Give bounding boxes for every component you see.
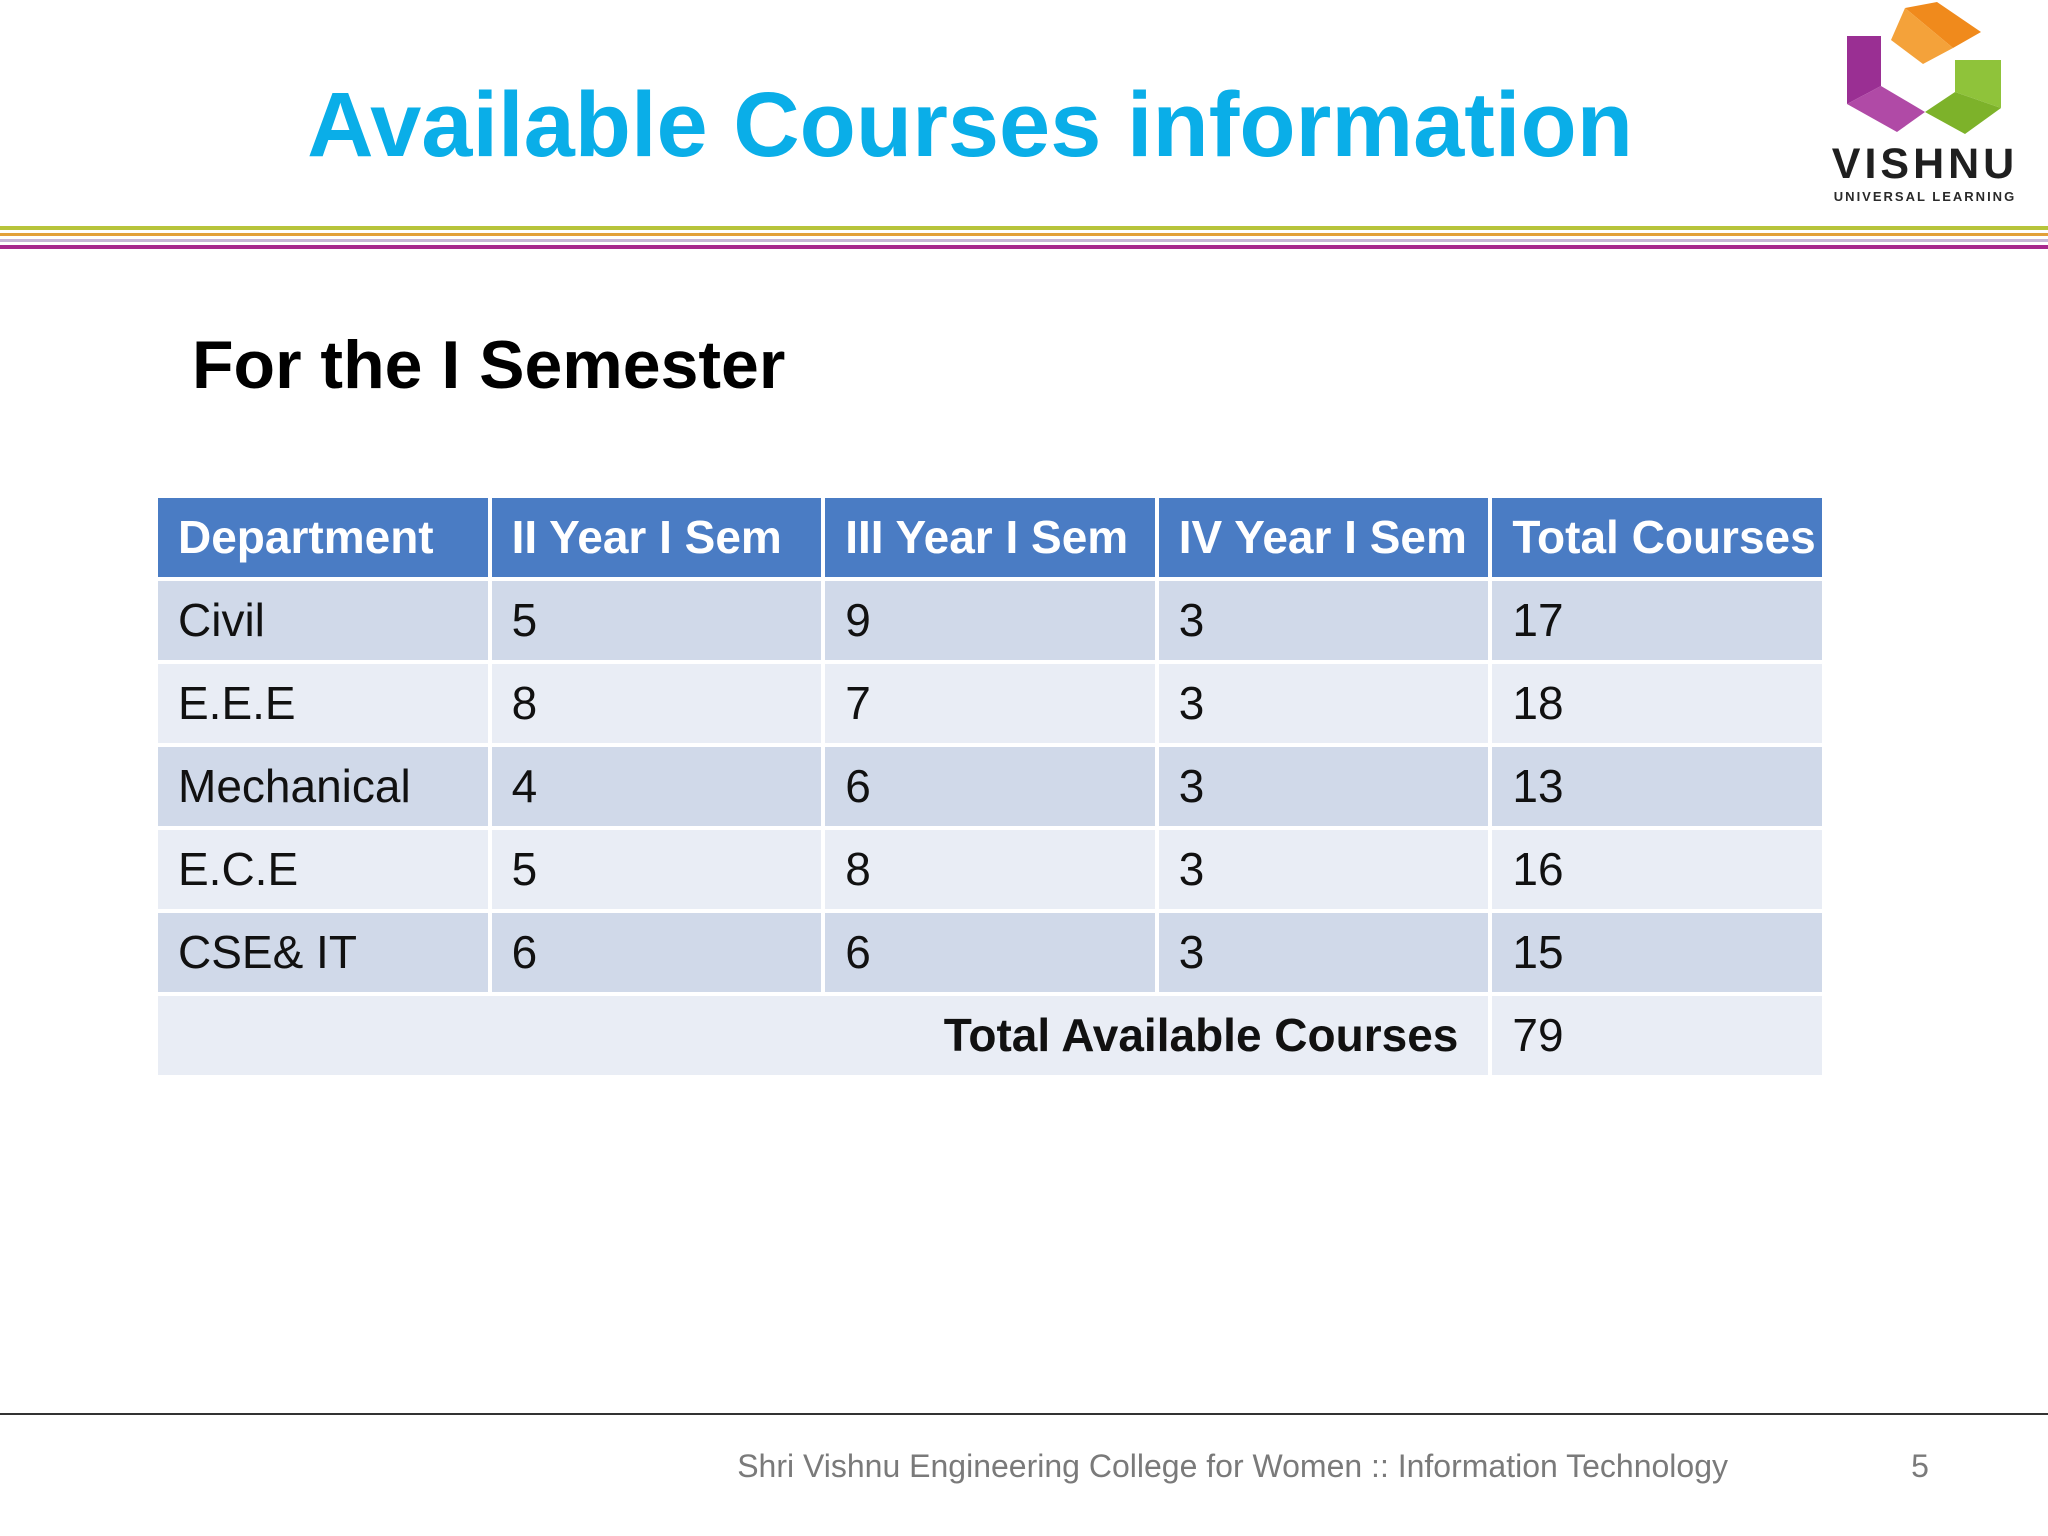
header-department: Department (158, 498, 488, 577)
header-divider-line (0, 226, 2048, 230)
table-total-row (158, 996, 1822, 1075)
cell-department: Mechanical (158, 747, 488, 826)
table-row (158, 747, 1822, 826)
slide-title: Available Courses information (307, 74, 1633, 176)
section-heading: For the I Semester (192, 327, 786, 403)
footer-text: Shri Vishnu Engineering College for Women :: Information Technology (737, 1448, 1728, 1484)
cell-department: E.C.E (158, 830, 488, 909)
total-available-courses-value: 79 (1492, 996, 1822, 1075)
cell-total: 17 (1492, 581, 1822, 660)
cell-iii-year: 6 (825, 747, 1155, 826)
cell-ii-year: 5 (492, 830, 822, 909)
header-divider-line (0, 233, 2048, 236)
cell-iv-year: 3 (1159, 581, 1489, 660)
cell-iv-year: 3 (1159, 913, 1489, 992)
cell-iii-year: 8 (825, 830, 1155, 909)
cell-ii-year: 5 (492, 581, 822, 660)
table-row (158, 664, 1822, 743)
cell-iv-year: 3 (1159, 830, 1489, 909)
cell-iii-year: 9 (825, 581, 1155, 660)
cell-iii-year: 6 (825, 913, 1155, 992)
cell-total: 15 (1492, 913, 1822, 992)
table-header-row (158, 498, 1822, 577)
cell-ii-year: 6 (492, 913, 822, 992)
table-row (158, 581, 1822, 660)
cell-department: Civil (158, 581, 488, 660)
header-iii-year: III Year I Sem (825, 498, 1155, 577)
cell-total: 13 (1492, 747, 1822, 826)
page-number: 5 (1911, 1448, 1929, 1484)
cell-ii-year: 8 (492, 664, 822, 743)
logo-wordmark: VISHNU (1831, 140, 2019, 188)
table-row (158, 830, 1822, 909)
cell-iv-year: 3 (1159, 747, 1489, 826)
header-divider-line (0, 239, 2048, 242)
header-iv-year: IV Year I Sem (1159, 498, 1489, 577)
header-divider-line (0, 245, 2048, 249)
courses-table (154, 494, 1826, 1079)
logo-tagline: UNIVERSAL LEARNING (1833, 189, 2017, 204)
cell-iv-year: 3 (1159, 664, 1489, 743)
cell-ii-year: 4 (492, 747, 822, 826)
cell-total: 16 (1492, 830, 1822, 909)
cell-iii-year: 7 (825, 664, 1155, 743)
footer-divider (0, 1413, 2048, 1415)
header-ii-year: II Year I Sem (492, 498, 822, 577)
table-row (158, 913, 1822, 992)
cell-department: CSE& IT (158, 913, 488, 992)
cell-department: E.E.E (158, 664, 488, 743)
header-total-courses: Total Courses (1492, 498, 1822, 577)
total-available-courses-label: Total Available Courses (158, 996, 1488, 1075)
cell-total: 18 (1492, 664, 1822, 743)
